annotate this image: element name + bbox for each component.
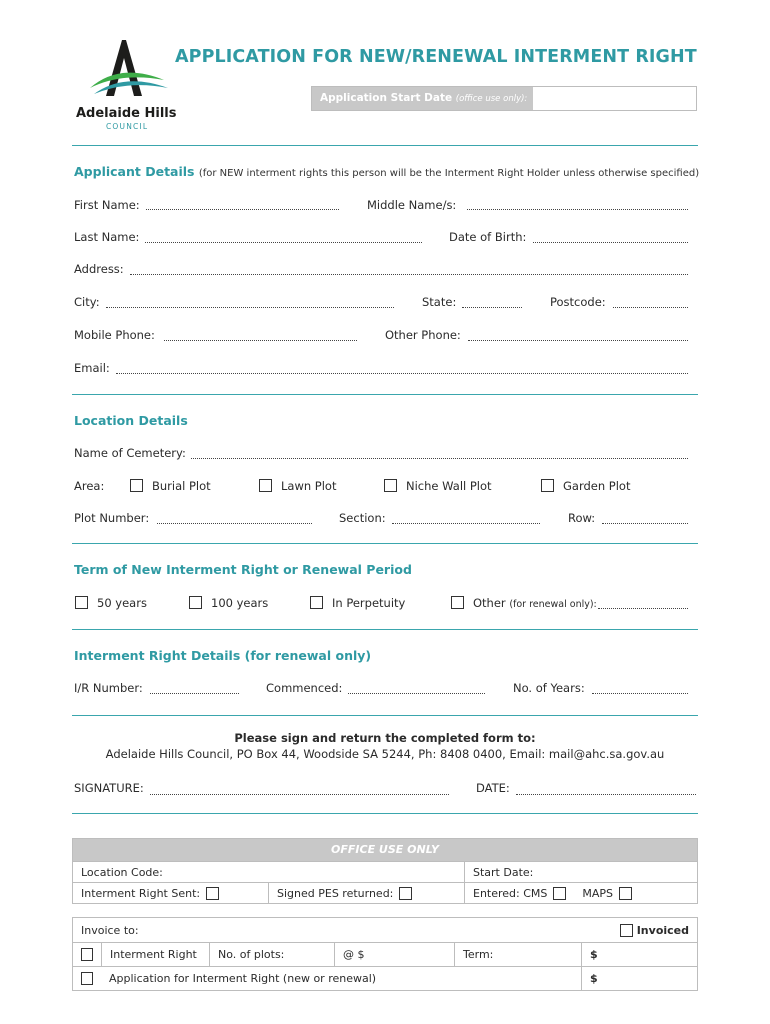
office-row xyxy=(73,861,697,882)
email-field[interactable] xyxy=(116,373,688,374)
state-label: State: xyxy=(422,295,457,309)
office-use-heading: OFFICE USE ONLY xyxy=(73,839,697,861)
start-date-label: Application Start Date xyxy=(320,92,453,104)
term-other-field[interactable] xyxy=(598,608,688,609)
invoice-row xyxy=(73,942,697,966)
maps-label: MAPS xyxy=(582,886,614,900)
email-label: Email: xyxy=(74,361,110,375)
dob-label: Date of Birth: xyxy=(449,230,527,244)
divider xyxy=(72,715,698,716)
plot-number-label: Plot Number: xyxy=(74,511,150,525)
last-name-field[interactable] xyxy=(145,242,422,243)
address-label: Address: xyxy=(74,262,124,276)
ir-number-label: I/R Number: xyxy=(74,681,143,695)
logo-mark-icon xyxy=(72,36,182,100)
dob-field[interactable] xyxy=(533,242,688,243)
middle-name-field[interactable] xyxy=(467,209,688,210)
niche-wall-label: Niche Wall Plot xyxy=(406,479,492,493)
term-50-checkbox[interactable] xyxy=(75,596,88,609)
plot-number-field[interactable] xyxy=(157,523,312,524)
area-label: Area: xyxy=(74,479,105,493)
other-phone-label: Other Phone: xyxy=(385,328,461,342)
term-50-label: 50 years xyxy=(97,596,147,610)
postcode-field[interactable] xyxy=(613,307,688,308)
term-100-label: 100 years xyxy=(211,596,269,610)
application-amount: $ xyxy=(581,967,697,990)
city-field[interactable] xyxy=(106,307,394,308)
interment-right-label: Interment Right xyxy=(101,943,209,966)
term-heading: Term of New Interment Right or Renewal Period xyxy=(74,562,412,577)
term-100-checkbox[interactable] xyxy=(189,596,202,609)
invoice-table xyxy=(72,917,698,991)
interment-right-checkbox[interactable] xyxy=(81,948,93,961)
section-label: Section: xyxy=(339,511,386,525)
divider xyxy=(72,394,698,395)
applicant-note: (for NEW interment rights this person will be the Interment Right Holder unless otherwise specified) xyxy=(198,168,700,179)
signature-label: SIGNATURE: xyxy=(74,781,144,795)
at-label: @ $ xyxy=(334,943,454,966)
location-heading: Location Details xyxy=(74,413,188,428)
postcode-label: Postcode: xyxy=(550,295,606,309)
term-other-note: (for renewal only): xyxy=(509,599,597,610)
return-heading: Please sign and return the completed form to: xyxy=(234,731,536,745)
state-field[interactable] xyxy=(462,307,522,308)
ir-sent-checkbox[interactable] xyxy=(206,887,219,900)
entered-cms-checkbox[interactable] xyxy=(553,887,566,900)
first-name-field[interactable] xyxy=(146,209,339,210)
term-other-checkbox[interactable] xyxy=(451,596,464,609)
logo-council: COUNCIL xyxy=(106,122,149,131)
invoiced-label: Invoiced xyxy=(636,923,689,937)
office-start-date-label: Start Date: xyxy=(473,865,534,879)
term-other-label: Other (for renewal only): xyxy=(473,596,597,610)
application-start-date xyxy=(311,86,697,111)
maps-checkbox[interactable] xyxy=(619,887,632,900)
commenced-label: Commenced: xyxy=(266,681,343,695)
pes-returned-label: Signed PES returned: xyxy=(277,886,394,900)
ir-sent-label: Interment Right Sent: xyxy=(81,886,201,900)
burial-plot-checkbox[interactable] xyxy=(130,479,143,492)
first-name-label: First Name: xyxy=(74,198,140,212)
page-title: APPLICATION FOR NEW/RENEWAL INTERMENT RIGHT xyxy=(175,47,697,67)
divider xyxy=(72,813,698,814)
term-label: Term: xyxy=(454,943,581,966)
years-field[interactable] xyxy=(592,693,688,694)
lawn-plot-checkbox[interactable] xyxy=(259,479,272,492)
lawn-plot-label: Lawn Plot xyxy=(281,479,337,493)
address-field[interactable] xyxy=(130,274,688,275)
office-row xyxy=(73,882,697,903)
other-phone-field[interactable] xyxy=(468,340,688,341)
garden-plot-checkbox[interactable] xyxy=(541,479,554,492)
middle-name-label: Middle Name/s: xyxy=(367,198,457,212)
burial-plot-label: Burial Plot xyxy=(152,479,211,493)
commenced-field[interactable] xyxy=(348,693,485,694)
start-date-input[interactable] xyxy=(533,87,696,110)
return-address: Adelaide Hills Council, PO Box 44, Woodside SA 5244, Ph: 8408 0400, Email: mail@ahc.sa.gov.au xyxy=(105,747,665,761)
entered-cms-label: Entered: CMS xyxy=(473,886,548,900)
invoice-to-label: Invoice to: xyxy=(81,923,139,937)
last-name-label: Last Name: xyxy=(74,230,140,244)
location-code-label: Location Code: xyxy=(73,862,465,882)
signature-field[interactable] xyxy=(150,794,449,795)
start-date-note: (office use only): xyxy=(455,94,528,104)
city-label: City: xyxy=(74,295,100,309)
renewal-heading: Interment Right Details (for renewal only) xyxy=(74,648,372,663)
mobile-label: Mobile Phone: xyxy=(74,328,155,342)
logo-name: Adelaide Hills xyxy=(76,106,177,121)
application-label: Application for Interment Right (new or renewal) xyxy=(109,972,377,985)
council-logo xyxy=(72,36,182,132)
mobile-field[interactable] xyxy=(164,340,357,341)
row-field[interactable] xyxy=(602,523,688,524)
divider xyxy=(72,145,698,146)
niche-wall-checkbox[interactable] xyxy=(384,479,397,492)
office-use-table xyxy=(72,838,698,904)
years-label: No. of Years: xyxy=(513,681,585,695)
cemetery-label: Name of Cemetery: xyxy=(74,446,186,460)
invoice-row xyxy=(73,966,697,990)
applicant-heading: Applicant Details (for NEW interment rights this person will be the Interment Right Holder unless otherwise specified) xyxy=(74,164,700,179)
invoiced-checkbox[interactable] xyxy=(620,924,633,937)
section-field[interactable] xyxy=(392,523,540,524)
garden-plot-label: Garden Plot xyxy=(563,479,631,493)
term-perpetuity-label: In Perpetuity xyxy=(332,596,406,610)
row-label: Row: xyxy=(568,511,596,525)
plots-label: No. of plots: xyxy=(209,943,334,966)
ir-number-field[interactable] xyxy=(150,693,239,694)
date-field[interactable] xyxy=(516,794,696,795)
pes-returned-checkbox[interactable] xyxy=(399,887,412,900)
date-label: DATE: xyxy=(476,781,510,795)
term-perpetuity-checkbox[interactable] xyxy=(310,596,323,609)
invoice-row xyxy=(73,918,697,942)
application-checkbox[interactable] xyxy=(81,972,93,985)
divider xyxy=(72,629,698,630)
term-amount: $ xyxy=(581,943,697,966)
divider xyxy=(72,543,698,544)
cemetery-field[interactable] xyxy=(191,458,688,459)
